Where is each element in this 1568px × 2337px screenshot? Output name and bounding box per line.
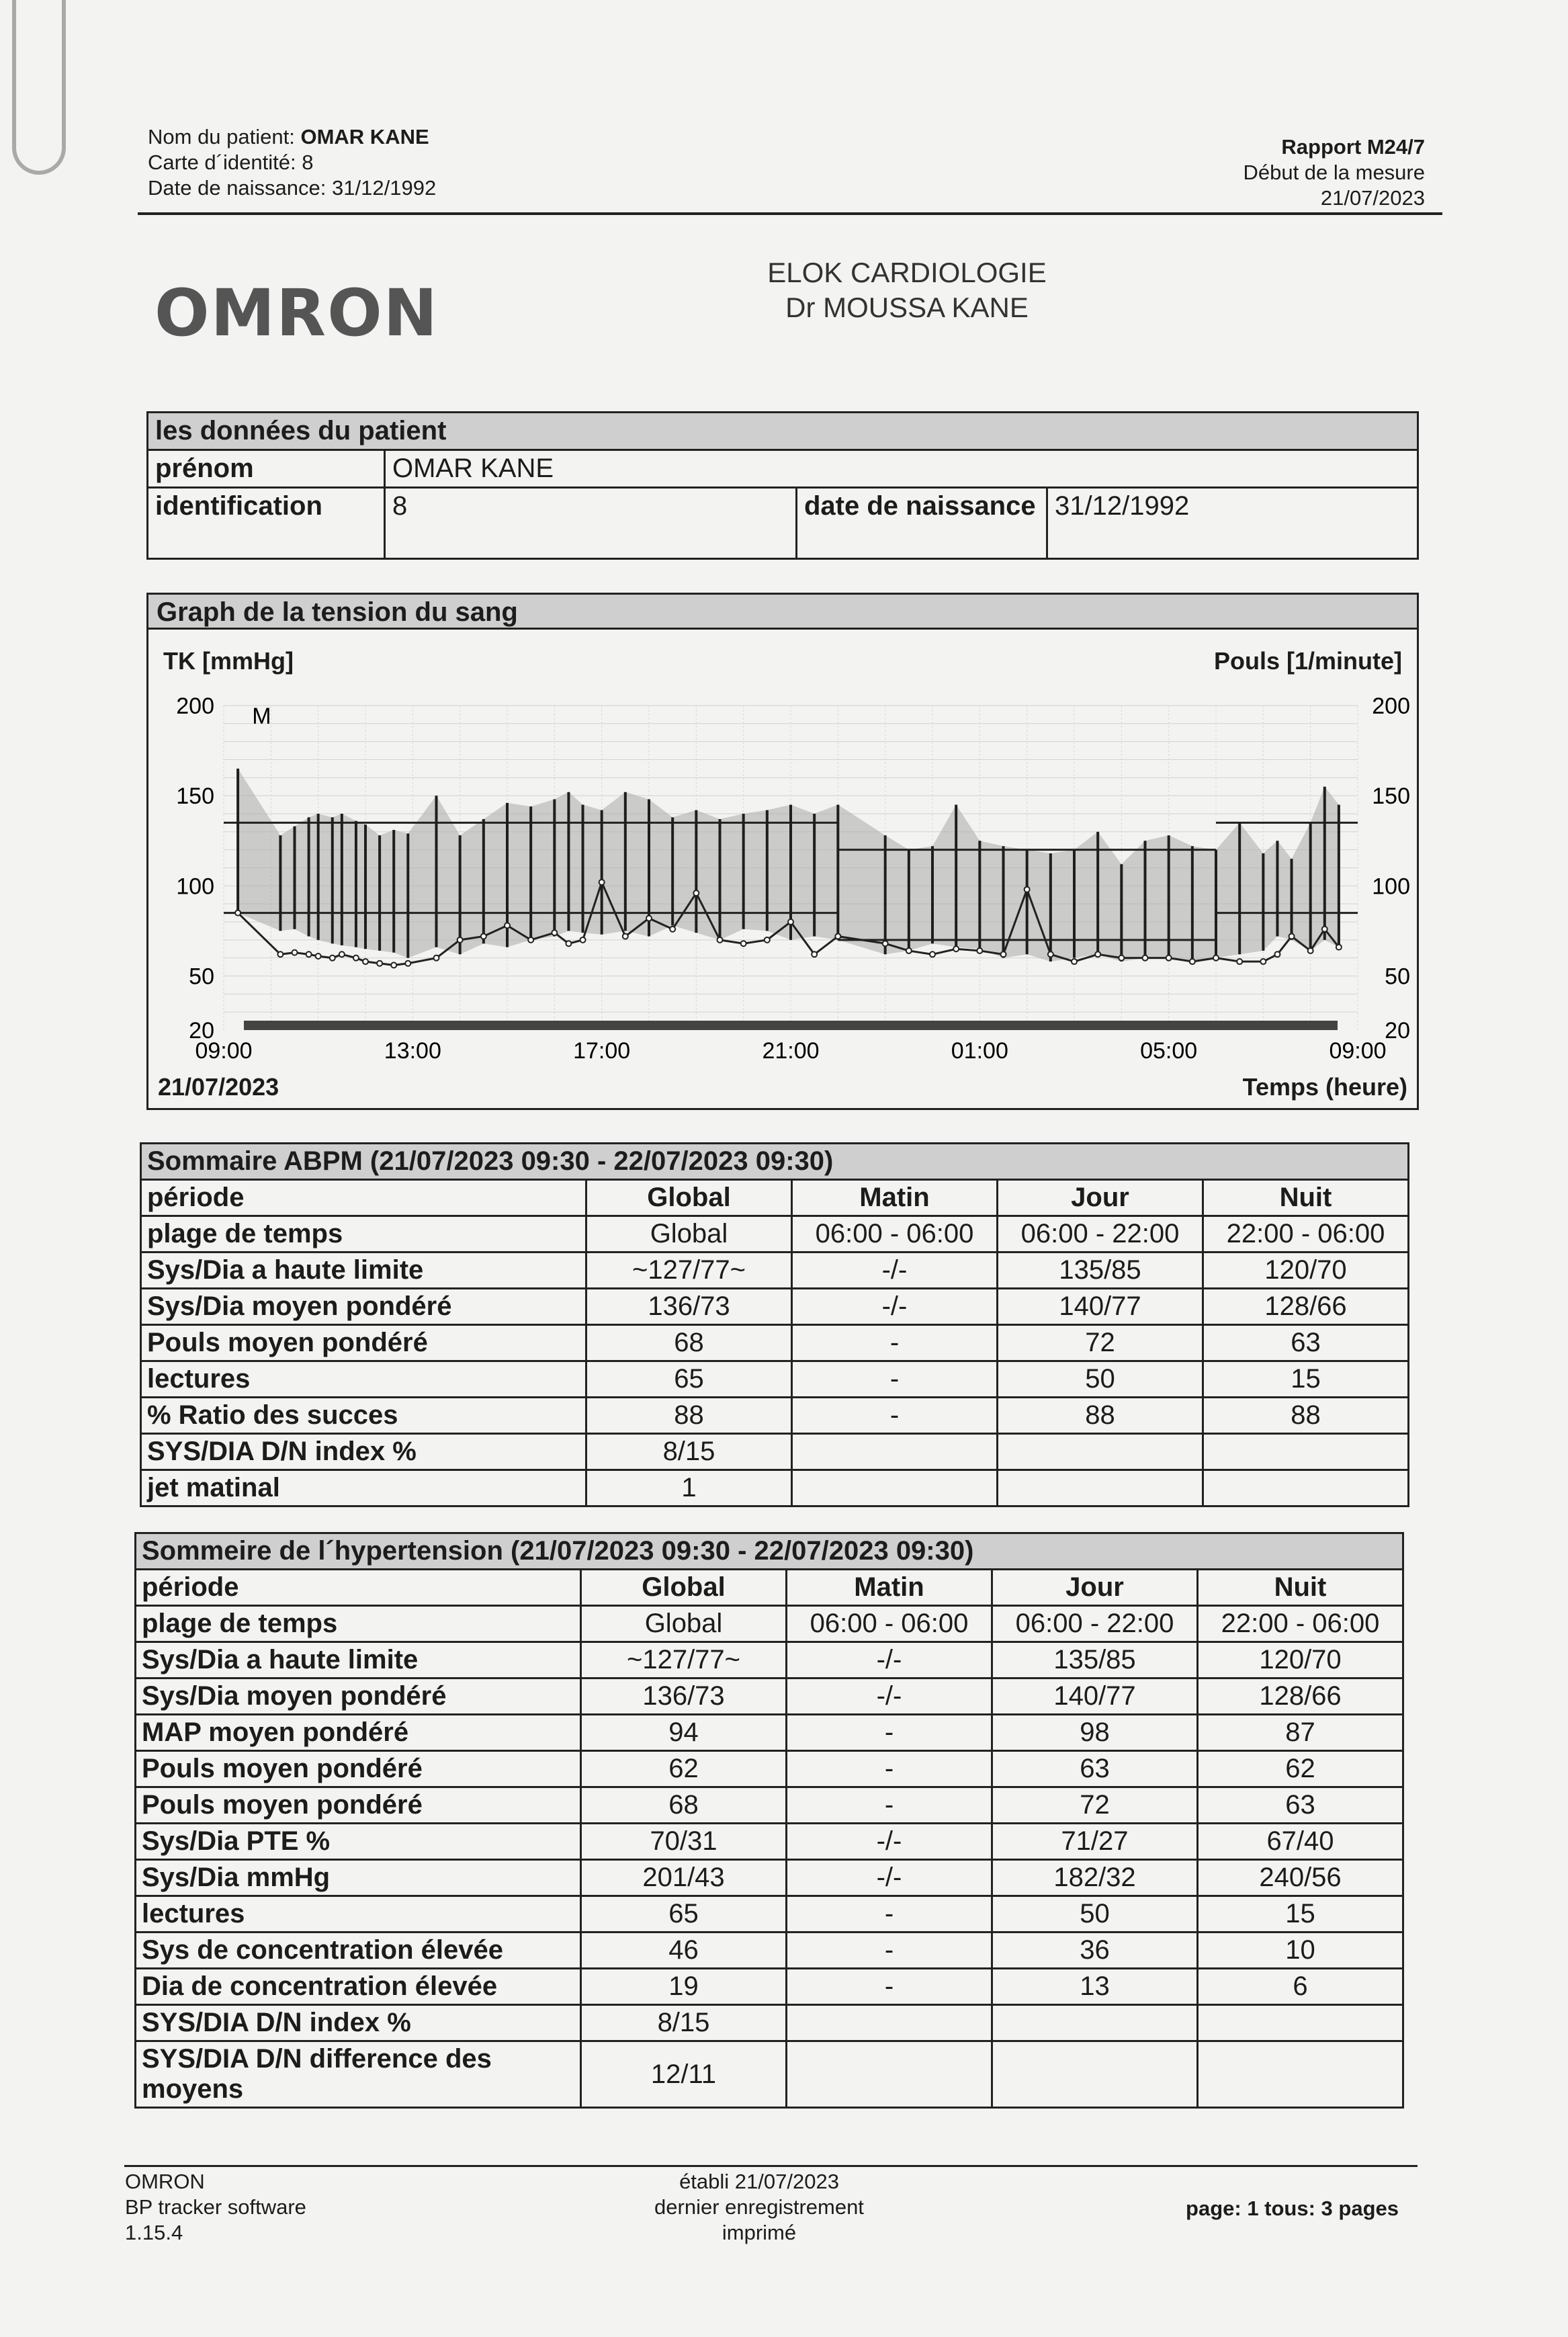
table-row — [141, 1325, 1409, 1361]
x-tick-label: 01:00 — [951, 1038, 1008, 1064]
table-cell: 19 — [581, 1969, 787, 2005]
abpm-col-header: Nuit — [1203, 1180, 1409, 1216]
table-row — [136, 1824, 1403, 1860]
row-label: plage de temps — [141, 1216, 586, 1252]
pulse-point — [391, 962, 396, 968]
pulse-point — [1072, 959, 1077, 964]
dob-table-value: 31/12/1992 — [1047, 488, 1418, 559]
clinic-block — [752, 255, 1061, 325]
table-cell: 15 — [1203, 1361, 1409, 1398]
table-cell: 140/77 — [998, 1289, 1203, 1325]
table-cell: 6 — [1198, 1969, 1403, 2005]
dob-value: 31/12/1992 — [332, 176, 437, 200]
table-cell: 22:00 - 06:00 — [1198, 1606, 1403, 1642]
table-cell: 12/11 — [581, 2041, 787, 2108]
abpm-col-header: période — [141, 1180, 586, 1216]
pulse-point — [1095, 951, 1100, 957]
report-header — [1243, 134, 1425, 211]
row-label: Dia de concentration élevée — [136, 1969, 581, 2005]
hyper-col-header: période — [136, 1570, 581, 1606]
chart-plot — [224, 704, 1358, 1030]
table-cell: - — [787, 1715, 992, 1751]
abpm-col-header: Jour — [998, 1180, 1203, 1216]
table-cell: 8/15 — [586, 1434, 792, 1470]
pulse-point — [1308, 948, 1313, 953]
table-cell: 128/66 — [1203, 1289, 1409, 1325]
footer-page: page: 1 tous: 3 pages — [1186, 2197, 1399, 2220]
table-row — [136, 1751, 1403, 1787]
table-cell — [1198, 2005, 1403, 2041]
table-cell: 88 — [998, 1398, 1203, 1434]
table-cell: 88 — [586, 1398, 792, 1434]
table-cell: 136/73 — [586, 1289, 792, 1325]
table-cell: - — [792, 1361, 998, 1398]
pulse-point — [566, 941, 571, 946]
pulse-point — [277, 951, 283, 957]
pulse-point — [1143, 955, 1148, 961]
table-cell: - — [787, 1751, 992, 1787]
table-cell: 68 — [586, 1325, 792, 1361]
table-row — [141, 1216, 1409, 1252]
footer-center — [625, 2169, 894, 2246]
table-row — [136, 1787, 1403, 1824]
hyper-col-header: Nuit — [1198, 1570, 1403, 1606]
pulse-point — [1322, 927, 1327, 932]
table-cell: 06:00 - 06:00 — [787, 1606, 992, 1642]
table-cell: Global — [581, 1606, 787, 1642]
pulse-point — [906, 948, 912, 953]
paper-clip — [12, 0, 66, 175]
row-label: SYS/DIA D/N difference des moyens — [136, 2041, 581, 2108]
table-cell: 135/85 — [992, 1642, 1198, 1679]
dob-table-label: date de naissance — [797, 488, 1047, 559]
hypertension-title: Sommeire de l´hypertension (21/07/2023 09:30 - 22/07/2023 09:30) — [136, 1533, 1403, 1570]
dob-label: Date de naissance: — [148, 176, 326, 200]
x-tick-label: 17:00 — [573, 1038, 631, 1064]
row-label: Sys/Dia mmHg — [136, 1860, 581, 1896]
abpm-col-header: Matin — [792, 1180, 998, 1216]
pulse-point — [339, 951, 345, 957]
pulse-point — [405, 961, 410, 966]
pulse-point — [377, 961, 382, 966]
table-cell: 13 — [992, 1969, 1198, 2005]
patient-name-label: Nom du patient: — [148, 125, 295, 148]
table-cell: 06:00 - 22:00 — [998, 1216, 1203, 1252]
pulse-point — [1260, 959, 1266, 964]
ident-label: identification — [148, 488, 385, 559]
pulse-point — [883, 941, 888, 946]
row-label: Sys/Dia moyen pondéré — [141, 1289, 586, 1325]
y-tick-label-left: 200 — [176, 693, 214, 719]
pulse-point — [552, 930, 557, 935]
table-cell: 63 — [1198, 1787, 1403, 1824]
table-row — [141, 1470, 1409, 1506]
x-axis-label: Temps (heure) — [1242, 1073, 1407, 1101]
table-cell: 128/66 — [1198, 1679, 1403, 1715]
abpm-col-header: Global — [586, 1180, 792, 1216]
marker-label: M — [252, 703, 271, 729]
table-row — [136, 1679, 1403, 1715]
table-cell: 68 — [581, 1787, 787, 1824]
pulse-point — [717, 937, 723, 943]
footer-brand: OMRON — [125, 2170, 205, 2193]
row-label: jet matinal — [141, 1470, 586, 1506]
pulse-point — [580, 937, 586, 943]
table-cell: 63 — [1203, 1325, 1409, 1361]
pulse-point — [1025, 887, 1030, 892]
table-cell: 70/31 — [581, 1824, 787, 1860]
table-cell — [992, 2041, 1198, 2108]
table-cell: -/- — [787, 1642, 992, 1679]
table-cell: -/- — [787, 1860, 992, 1896]
pulse-point — [765, 937, 770, 943]
footer-printed: imprimé — [722, 2221, 797, 2244]
left-axis-label: TK [mmHg] — [163, 647, 294, 675]
ident-value: 8 — [385, 488, 797, 559]
table-row — [136, 2041, 1403, 2108]
table-cell: 8/15 — [581, 2005, 787, 2041]
pulse-point — [646, 916, 652, 921]
table-cell: 98 — [992, 1715, 1198, 1751]
table-cell: 15 — [1198, 1896, 1403, 1932]
start-date: 21/07/2023 — [1320, 186, 1425, 210]
id-label: Carte d´identité: — [148, 151, 296, 174]
start-label: Début de la mesure — [1243, 161, 1425, 184]
table-row — [136, 1606, 1403, 1642]
row-label: SYS/DIA D/N index % — [141, 1434, 586, 1470]
pulse-point — [330, 955, 335, 961]
table-cell: 67/40 — [1198, 1824, 1403, 1860]
table-row — [136, 1860, 1403, 1896]
table-cell: 62 — [581, 1751, 787, 1787]
table-cell: 87 — [1198, 1715, 1403, 1751]
pulse-point — [353, 955, 359, 961]
table-cell: 240/56 — [1198, 1860, 1403, 1896]
row-label: lectures — [136, 1896, 581, 1932]
row-label: plage de temps — [136, 1606, 581, 1642]
table-row — [141, 1252, 1409, 1289]
row-label: Pouls moyen pondéré — [136, 1751, 581, 1787]
table-cell: 50 — [992, 1896, 1198, 1932]
graph-title: Graph de la tension du sang — [148, 595, 1417, 630]
footer-version: 1.15.4 — [125, 2221, 183, 2244]
table-cell — [998, 1470, 1203, 1506]
table-cell — [1203, 1470, 1409, 1506]
patient-name: OMAR KANE — [300, 125, 429, 148]
hyper-col-header: Matin — [787, 1570, 992, 1606]
patient-header — [148, 124, 436, 201]
pulse-point — [1289, 933, 1295, 939]
graph-date: 21/07/2023 — [158, 1073, 279, 1101]
pulse-point — [1119, 955, 1124, 961]
table-cell: 94 — [581, 1715, 787, 1751]
pulse-point — [1048, 951, 1053, 957]
y-tick-label-right: 200 — [1372, 693, 1410, 719]
pulse-point — [835, 933, 840, 939]
table-cell: 50 — [998, 1361, 1203, 1398]
table-cell — [792, 1470, 998, 1506]
pulse-point — [670, 927, 675, 932]
table-cell: 06:00 - 22:00 — [992, 1606, 1198, 1642]
table-row — [141, 1289, 1409, 1325]
row-label: SYS/DIA D/N index % — [136, 2005, 581, 2041]
pulse-point — [1274, 951, 1280, 957]
table-cell: 62 — [1198, 1751, 1403, 1787]
table-cell: 71/27 — [992, 1824, 1198, 1860]
abpm-table — [140, 1142, 1409, 1507]
table-cell: 135/85 — [998, 1252, 1203, 1289]
row-label: lectures — [141, 1361, 586, 1398]
y-tick-label-left: 50 — [189, 964, 214, 990]
pulse-point — [977, 948, 982, 953]
pulse-point — [623, 933, 628, 939]
row-label: Sys de concentration élevée — [136, 1932, 581, 1969]
bp-range-area — [238, 769, 1339, 962]
footer-established: établi 21/07/2023 — [679, 2170, 839, 2193]
table-row — [141, 1434, 1409, 1470]
table-cell — [992, 2005, 1198, 2041]
row-label: MAP moyen pondéré — [136, 1715, 581, 1751]
pulse-point — [930, 951, 935, 957]
table-cell: -/- — [792, 1289, 998, 1325]
x-tick-label: 09:00 — [1329, 1038, 1387, 1064]
table-cell: 06:00 - 06:00 — [792, 1216, 998, 1252]
table-cell — [787, 2005, 992, 2041]
pulse-point — [788, 919, 793, 925]
table-cell: 46 — [581, 1932, 787, 1969]
table-row — [136, 1896, 1403, 1932]
hypertension-table — [134, 1532, 1404, 2109]
table-cell: - — [787, 1896, 992, 1932]
y-tick-label-left: 100 — [176, 874, 214, 900]
table-cell: 72 — [998, 1325, 1203, 1361]
table-cell: 1 — [586, 1470, 792, 1506]
pulse-point — [1001, 951, 1006, 957]
x-tick-label: 13:00 — [384, 1038, 441, 1064]
pulse-point — [363, 959, 368, 964]
row-label: Sys/Dia moyen pondéré — [136, 1679, 581, 1715]
pulse-point — [458, 937, 463, 943]
table-cell: -/- — [787, 1679, 992, 1715]
y-tick-label-left: 20 — [189, 1018, 214, 1044]
table-row — [136, 2005, 1403, 2041]
table-cell — [1198, 2041, 1403, 2108]
table-cell: - — [792, 1325, 998, 1361]
table-cell: -/- — [792, 1252, 998, 1289]
pulse-point — [693, 890, 699, 896]
row-label: Sys/Dia a haute limite — [136, 1642, 581, 1679]
bp-chart — [148, 595, 1417, 1108]
pulse-point — [741, 941, 746, 946]
y-tick-label-right: 150 — [1372, 783, 1410, 810]
pulse-point — [306, 951, 312, 957]
pulse-point — [953, 946, 959, 951]
table-cell: 65 — [581, 1896, 787, 1932]
table-cell: 88 — [1203, 1398, 1409, 1434]
omron-logo: OMRON — [155, 275, 439, 351]
patient-table-title: les données du patient — [148, 413, 1418, 450]
hyper-col-header: Global — [581, 1570, 787, 1606]
y-tick-label-right: 50 — [1385, 964, 1410, 990]
table-cell: 72 — [992, 1787, 1198, 1824]
table-cell: - — [787, 1969, 992, 2005]
pulse-point — [812, 951, 817, 957]
x-tick-label: 09:00 — [195, 1038, 253, 1064]
footer-software: BP tracker software — [125, 2195, 306, 2219]
table-cell: Global — [586, 1216, 792, 1252]
table-cell: 10 — [1198, 1932, 1403, 1969]
pulse-point — [292, 950, 298, 955]
row-label: % Ratio des succes — [141, 1398, 586, 1434]
table-cell: 201/43 — [581, 1860, 787, 1896]
prenom-value: OMAR KANE — [385, 450, 1418, 488]
table-cell: 140/77 — [992, 1679, 1198, 1715]
id-value: 8 — [302, 151, 314, 174]
header-divider — [138, 212, 1442, 215]
table-row — [141, 1398, 1409, 1434]
table-cell: - — [787, 1932, 992, 1969]
bp-graph-box — [146, 593, 1419, 1110]
pulse-point — [505, 923, 510, 928]
pulse-point — [481, 933, 486, 939]
pulse-point — [599, 880, 605, 885]
table-cell: 136/73 — [581, 1679, 787, 1715]
table-cell: 63 — [992, 1751, 1198, 1787]
y-tick-label-left: 150 — [176, 783, 214, 810]
table-cell — [1203, 1434, 1409, 1470]
table-cell: 120/70 — [1198, 1642, 1403, 1679]
clinic-name: ELOK CARDIOLOGIE — [767, 257, 1047, 288]
footer-divider — [124, 2165, 1418, 2167]
pulse-point — [316, 953, 321, 959]
prenom-label: prénom — [148, 450, 385, 488]
table-row — [136, 1969, 1403, 2005]
hyper-col-header: Jour — [992, 1570, 1198, 1606]
table-cell: 36 — [992, 1932, 1198, 1969]
doctor-name: Dr MOUSSA KANE — [785, 292, 1029, 323]
activity-bar — [244, 1021, 1338, 1030]
x-tick-label: 21:00 — [762, 1038, 820, 1064]
table-cell: - — [792, 1398, 998, 1434]
report-title: Rapport M24/7 — [1281, 135, 1425, 159]
row-label: Pouls moyen pondéré — [136, 1787, 581, 1824]
table-cell — [792, 1434, 998, 1470]
table-cell: 65 — [586, 1361, 792, 1398]
x-tick-label: 05:00 — [1140, 1038, 1198, 1064]
table-row — [136, 1642, 1403, 1679]
y-tick-label-right: 100 — [1372, 874, 1410, 900]
row-label: Sys/Dia a haute limite — [141, 1252, 586, 1289]
right-axis-label: Pouls [1/minute] — [1213, 647, 1402, 675]
table-row — [141, 1361, 1409, 1398]
table-cell — [998, 1434, 1203, 1470]
abpm-title: Sommaire ABPM (21/07/2023 09:30 - 22/07/2023 09:30) — [141, 1144, 1409, 1180]
table-cell: -/- — [787, 1824, 992, 1860]
table-row — [136, 1715, 1403, 1751]
table-cell: 182/32 — [992, 1860, 1198, 1896]
pulse-point — [1190, 959, 1195, 964]
row-label: Pouls moyen pondéré — [141, 1325, 586, 1361]
table-cell: ~127/77~ — [586, 1252, 792, 1289]
row-label: Sys/Dia PTE % — [136, 1824, 581, 1860]
pulse-point — [1166, 955, 1172, 961]
table-cell: 22:00 - 06:00 — [1203, 1216, 1409, 1252]
pulse-point — [1213, 955, 1219, 961]
pulse-point — [434, 955, 439, 961]
footer-last-record: dernier enregistrement — [654, 2195, 864, 2219]
footer-left — [125, 2169, 306, 2246]
table-cell — [787, 2041, 992, 2108]
table-cell: - — [787, 1787, 992, 1824]
table-row — [136, 1932, 1403, 1969]
pulse-point — [1237, 959, 1242, 964]
table-cell: 120/70 — [1203, 1252, 1409, 1289]
pulse-point — [528, 937, 533, 943]
pulse-point — [1336, 945, 1342, 950]
table-cell: ~127/77~ — [581, 1642, 787, 1679]
y-tick-label-right: 20 — [1385, 1018, 1410, 1044]
patient-table — [146, 411, 1419, 560]
pulse-point — [235, 910, 241, 916]
